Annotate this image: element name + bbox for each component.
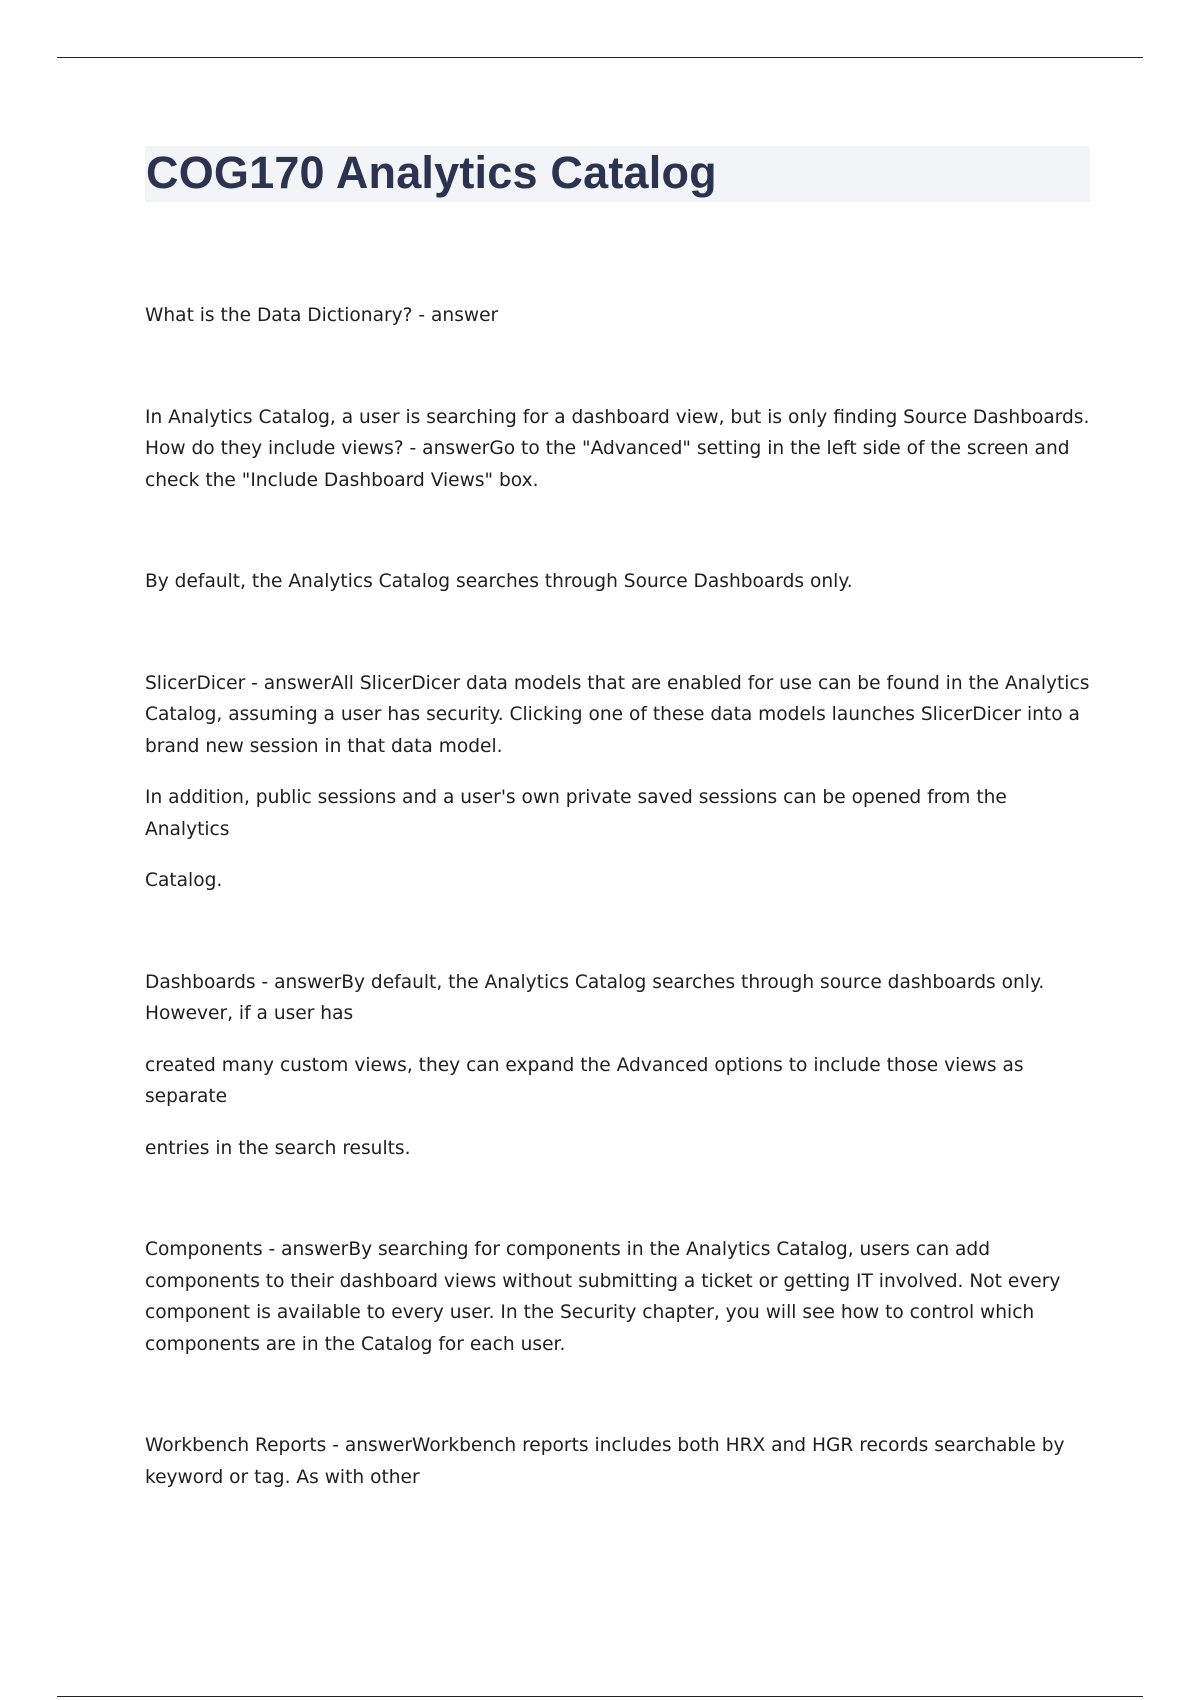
entry-components: Components - answerBy searching for components in the Analytics Catalog, users can add components to their dashboard views without submitting a ticket or getting IT involved. Not every component is available to every user. In the Security chapter, you will see how to control which components are in the Catalog for each user. [145, 1239, 1061, 1355]
top-rule [57, 57, 1143, 58]
entry-workbench-reports: Workbench Reports - answerWorkbench reports includes both HRX and HGR records searchable by keyword or tag. As with other [145, 1435, 1065, 1488]
entry-slicerdicer-sessions: In addition, public sessions and a user's own private saved sessions can be opened from the Analytics [145, 787, 1007, 840]
bottom-rule [57, 1696, 1143, 1697]
entry-data-dictionary: What is the Data Dictionary? - answer [145, 305, 499, 326]
entry-default-search: By default, the Analytics Catalog searches through Source Dashboards only. [145, 571, 853, 592]
entry-dashboards-results: entries in the search results. [145, 1137, 411, 1159]
entry-dashboards-views: created many custom views, they can expand the Advanced options to include those views as separate [145, 1054, 1024, 1107]
entry-slicerdicer-catalog: Catalog. [145, 870, 223, 891]
entry-slicerdicer: SlicerDicer - answerAll SlicerDicer data models that are enabled for use can be found in the Analytics Catalog, assuming a user has security. Clicking one of these data models launches SlicerDicer into a brand new session in that data model. [145, 672, 1090, 757]
entry-dashboards: Dashboards - answerBy default, the Analytics Catalog searches through source dashboards only. However, if a user has [145, 971, 1045, 1024]
entry-include-views: In Analytics Catalog, a user is searching for a dashboard view, but is only finding Source Dashboards. How do they include views? - answerGo to the "Advanced" setting in the left side of the screen and check the "Include Dashboard Views" box. [145, 406, 1090, 491]
page-title: COG170 Analytics Catalog [146, 147, 717, 198]
document-body [145, 300, 1095, 1493]
